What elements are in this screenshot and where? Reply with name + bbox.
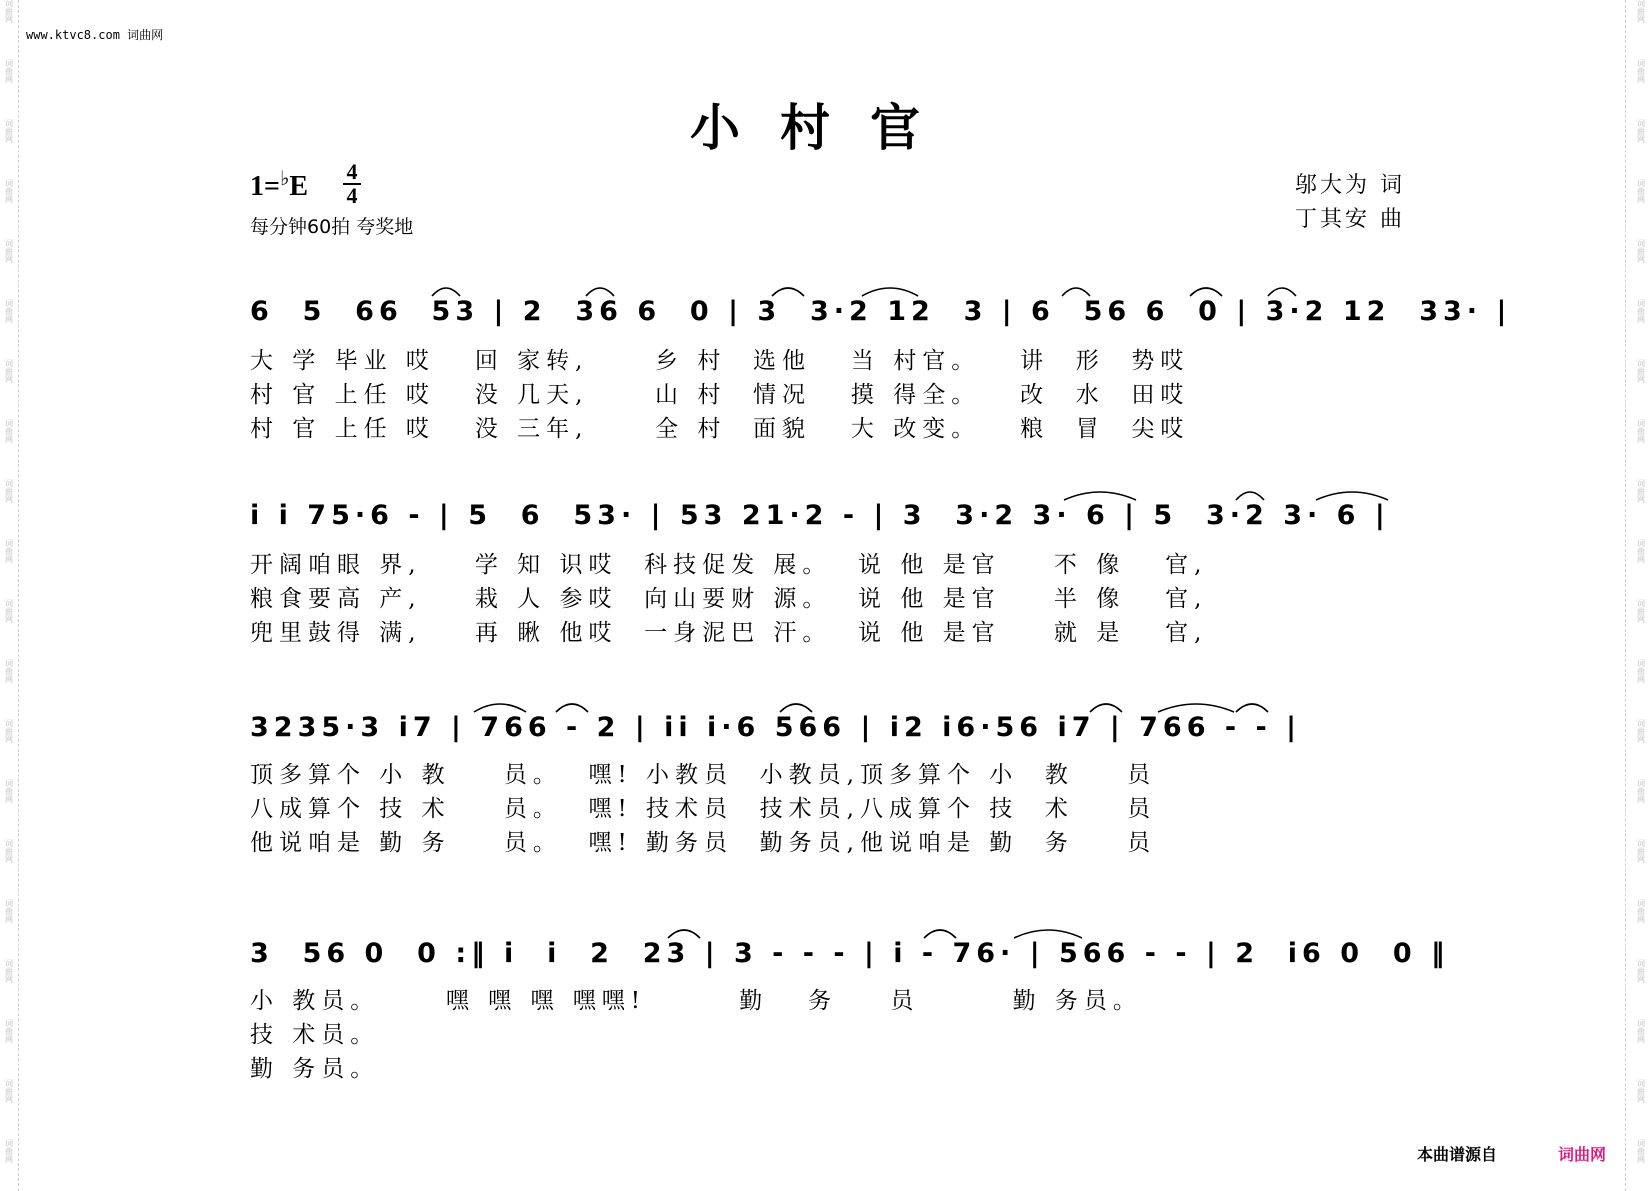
side-watermark: 词 曲 网 xyxy=(5,1019,13,1044)
side-watermark: 词 曲 网 xyxy=(5,839,13,864)
side-watermark: 词 曲 网 xyxy=(1637,59,1645,84)
flat-sign: ♭ xyxy=(279,168,290,190)
side-watermark: 词 曲 网 xyxy=(5,299,13,324)
side-watermark: 词 曲 网 xyxy=(1637,599,1645,624)
side-watermark: 词 曲 网 xyxy=(1637,359,1645,384)
side-watermark: 词 曲 网 xyxy=(1637,1079,1645,1104)
side-watermark: 词 曲 网 xyxy=(1637,299,1645,324)
notes-line-3: 3235·3 i7 | 766 - 2 | ii i·6 566 | i2 i6·56 i7 | 766 - - | xyxy=(250,712,1301,743)
key-letter: E xyxy=(289,171,309,202)
side-watermark: 词 曲 网 xyxy=(5,479,13,504)
lyric-4-verse-2: 技 术员。 xyxy=(250,1022,380,1048)
side-watermark: 词 曲 网 xyxy=(5,59,13,84)
side-watermark: 词 曲 网 xyxy=(5,239,13,264)
song-title: 小村官 xyxy=(690,98,960,157)
side-watermark: 词 曲 网 xyxy=(5,599,13,624)
footer-source-label: 本曲谱源自 xyxy=(1417,1145,1498,1164)
side-watermark: 词 曲 网 xyxy=(1637,839,1645,864)
side-watermark: 词 曲 网 xyxy=(5,659,13,684)
lyric-1-verse-2: 村 官 上任 哎 没 几天, 山 村 情况 摸 得全。 改 水 田哎 xyxy=(250,382,1190,408)
notes-line-1: 6 5 66 53 | 2 36 6 0 | 3 3·2 12 3 | 6 56 6 0 | 3·2 12 33· | xyxy=(250,296,1512,327)
side-watermark: 词 曲 网 xyxy=(5,119,13,144)
side-watermark: 词 曲 网 xyxy=(1637,539,1645,564)
side-watermark: 词 曲 网 xyxy=(5,179,13,204)
side-watermark: 词 曲 网 xyxy=(5,1139,13,1164)
side-watermark: 词 曲 网 xyxy=(1637,479,1645,504)
lyric-2-verse-1: 开阔咱眼 界, 学 知 识哎 科技促发 展。 说 他 是官 不 像 官, xyxy=(250,552,1208,578)
side-watermark: 词 曲 网 xyxy=(5,359,13,384)
time-sig-top: 4 xyxy=(346,159,358,184)
footer-site-link[interactable]: 词曲网 xyxy=(1558,1145,1607,1164)
side-watermark: 词 曲 网 xyxy=(1637,119,1645,144)
lyric-3-verse-1: 顶多算个 小 教 员。 嘿! 小教员 小教员,顶多算个 小 教 员 xyxy=(250,762,1157,788)
site-url: www.ktvc8.com 词曲网 xyxy=(26,28,164,42)
side-watermark: 词 曲 网 xyxy=(5,719,13,744)
side-watermark: 词 曲 网 xyxy=(1637,0,1645,24)
lyric-1-verse-1: 大 学 毕业 哎 回 家转, 乡 村 选他 当 村官。 讲 形 势哎 xyxy=(250,348,1190,374)
notes-line-4: 3 56 0 0 :‖ i i 2 23 | 3 - - - | i - 76· | 566 - - | 2 i6 0 0 ‖ xyxy=(250,938,1450,969)
lyric-4-verse-1: 小 教员。 嘿 嘿 嘿 嘿嘿! 勤 务 员 勤 务员。 xyxy=(250,988,1142,1014)
side-watermark: 词 曲 网 xyxy=(1637,659,1645,684)
side-watermark: 词 曲 网 xyxy=(1637,779,1645,804)
lyricist-credit: 邬大为 词 xyxy=(1295,173,1405,198)
lyric-3-verse-2: 八成算个 技 术 员。 嘿! 技术员 技术员,八成算个 技 术 员 xyxy=(250,796,1157,822)
side-watermark: 词 曲 网 xyxy=(5,539,13,564)
side-watermark: 词 曲 网 xyxy=(1637,719,1645,744)
lyric-2-verse-2: 粮食要高 产, 栽 人 参哎 向山要财 源。 说 他 是官 半 像 官, xyxy=(250,586,1208,612)
composer-credit: 丁其安 曲 xyxy=(1295,207,1405,232)
lyric-1-verse-3: 村 官 上任 哎 没 三年, 全 村 面貌 大 改变。 粮 冒 尖哎 xyxy=(250,416,1190,442)
side-watermark: 词 曲 网 xyxy=(1637,1019,1645,1044)
notes-line-2: i i 75·6 - | 5 6 53· | 53 21·2 - | 3 3·2 3· 6 | 5 3·2 3· 6 | xyxy=(250,500,1390,531)
side-watermark: 词 曲 网 xyxy=(1637,899,1645,924)
lyric-4-verse-3: 勤 务员。 xyxy=(250,1056,380,1082)
lyric-3-verse-3: 他说咱是 勤 务 员。 嘿! 勤务员 勤务员,他说咱是 勤 务 员 xyxy=(250,830,1157,856)
side-watermark: 词 曲 网 xyxy=(5,419,13,444)
key-prefix: 1= xyxy=(250,171,280,202)
side-watermark: 词 曲 网 xyxy=(1637,179,1645,204)
side-watermark: 词 曲 网 xyxy=(1637,959,1645,984)
side-watermark: 词 曲 网 xyxy=(5,1079,13,1104)
side-watermark: 词 曲 网 xyxy=(1637,1139,1645,1164)
side-watermark: 词 曲 网 xyxy=(5,899,13,924)
lyric-2-verse-3: 兜里鼓得 满, 再 瞅 他哎 一身泥巴 汗。 说 他 是官 就 是 官, xyxy=(250,620,1208,646)
time-sig-bottom: 4 xyxy=(346,183,358,208)
side-watermark: 词 曲 网 xyxy=(5,0,13,24)
side-watermark: 词 曲 网 xyxy=(1637,239,1645,264)
side-watermark: 词 曲 网 xyxy=(5,779,13,804)
side-watermark: 词 曲 网 xyxy=(5,959,13,984)
side-watermark: 词 曲 网 xyxy=(1637,419,1645,444)
tempo-marking: 每分钟60拍 夸奖地 xyxy=(250,216,414,238)
